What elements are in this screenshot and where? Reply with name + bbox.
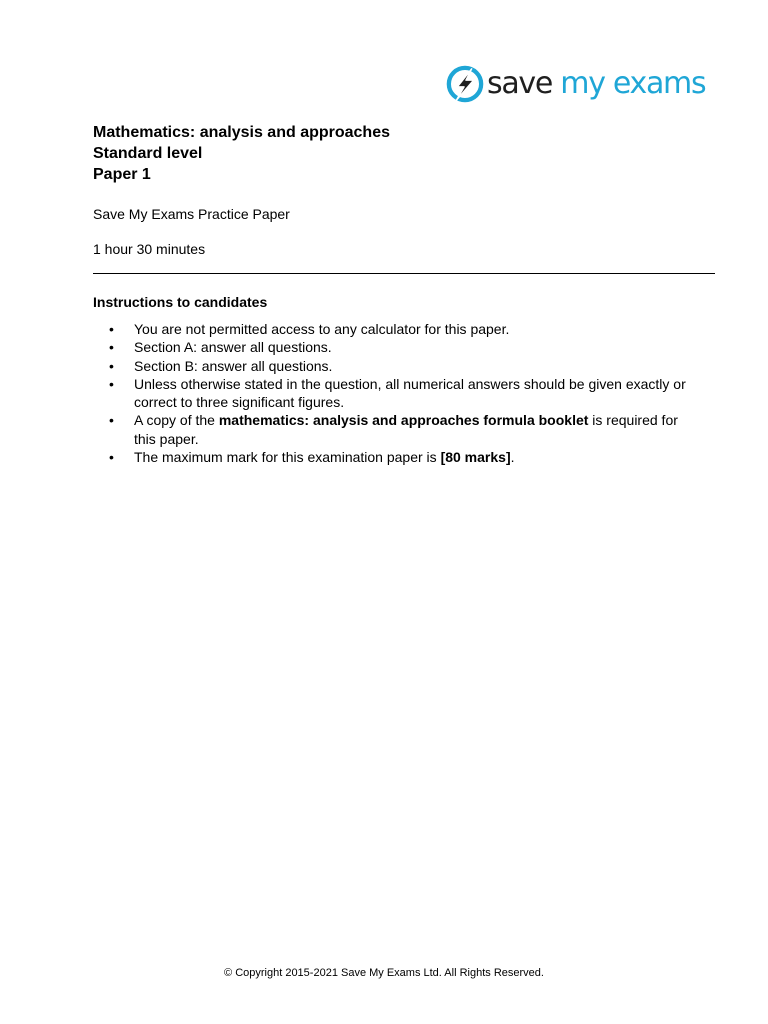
bullet-icon: • <box>109 449 114 466</box>
paper-number: Paper 1 <box>93 166 151 183</box>
list-item <box>93 320 693 338</box>
bullet-icon: • <box>109 339 114 356</box>
instruction-text: Section B: answer all questions. <box>134 357 333 374</box>
instruction-text: Unless otherwise stated in the question, all numerical answers should be given exactly or correct to three significant figures. <box>134 375 686 411</box>
paper-source: Save My Exams Practice Paper <box>93 206 290 222</box>
copyright-footer: © Copyright 2015-2021 Save My Exams Ltd. All Rights Reserved. <box>224 967 544 979</box>
instruction-text: You are not permitted access to any calculator for this paper. <box>134 321 510 337</box>
list-item <box>93 411 693 448</box>
instruction-text-pre: The maximum mark for this examination paper is <box>134 449 441 466</box>
max-marks: [80 marks] <box>440 449 511 466</box>
list-item <box>93 338 693 356</box>
bullet-icon: • <box>109 321 114 337</box>
list-item <box>93 375 693 412</box>
lightning-bolt-icon <box>446 65 484 103</box>
list-item <box>93 357 693 375</box>
bullet-icon: • <box>109 375 114 392</box>
instruction-text-post: . <box>510 449 515 466</box>
bullet-icon: • <box>109 412 114 429</box>
divider-line <box>93 273 715 274</box>
instructions-list <box>93 320 693 466</box>
logo-wordmark <box>487 66 706 101</box>
formula-booklet-name: mathematics: analysis and approaches formula booklet <box>218 412 589 429</box>
instruction-text-post: is required for this paper. <box>134 412 678 447</box>
subject-title: Mathematics: analysis and approaches <box>93 124 390 141</box>
paper-title-block <box>93 122 390 185</box>
instructions-heading: Instructions to candidates <box>93 294 268 310</box>
instruction-text-pre: A copy of the <box>134 412 219 429</box>
logo-text-rest: my exams <box>552 66 706 101</box>
instruction-text: Section A: answer all questions. <box>134 339 332 356</box>
bullet-icon: • <box>109 357 114 374</box>
level-title: Standard level <box>93 145 203 162</box>
logo <box>446 62 705 106</box>
paper-duration: 1 hour 30 minutes <box>93 241 206 257</box>
logo-text-save: save <box>487 66 553 101</box>
list-item <box>93 448 693 466</box>
